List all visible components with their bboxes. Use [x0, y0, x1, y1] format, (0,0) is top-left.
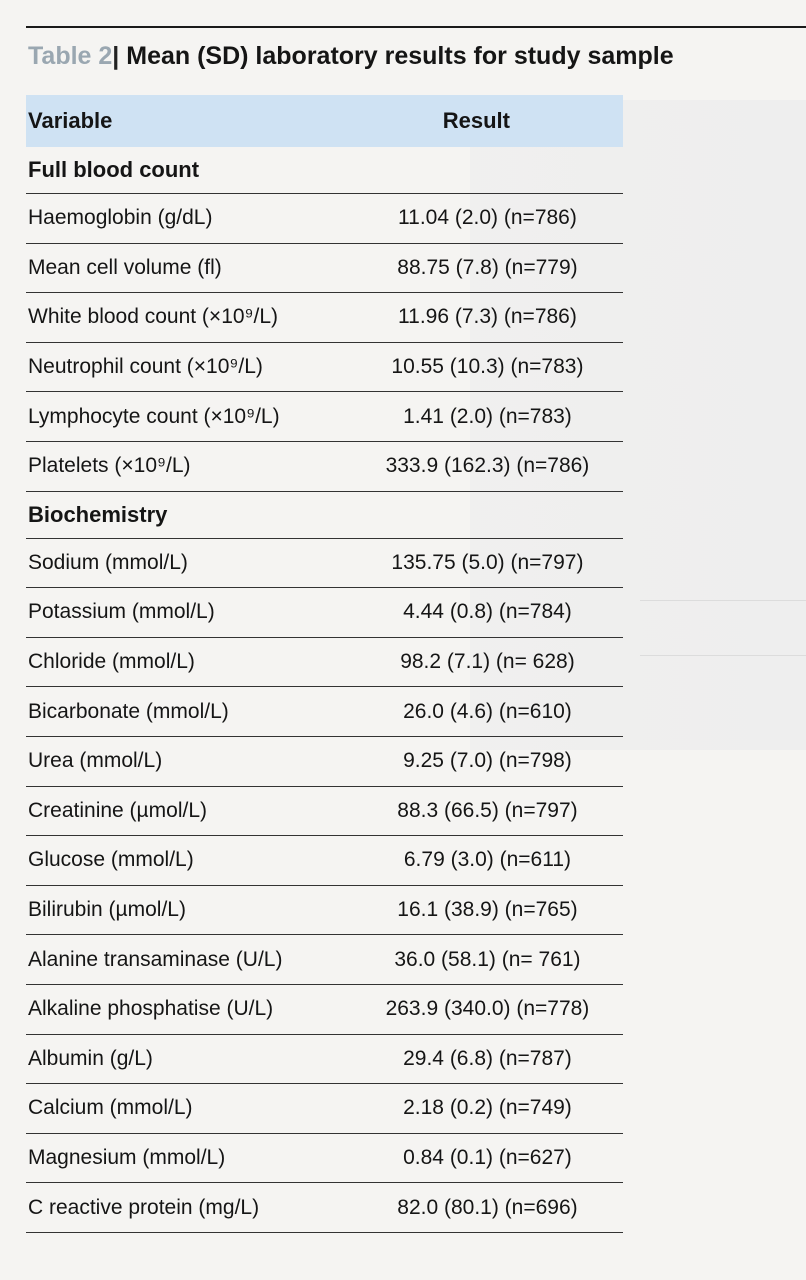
variable-cell: Creatinine (µmol/L): [28, 798, 207, 822]
result-cell: 36.0 (58.1) (n= 761): [394, 947, 581, 971]
table-row: [26, 1134, 623, 1184]
table-row: [26, 935, 623, 985]
variable-cell: Bicarbonate (mmol/L): [28, 699, 229, 723]
variable-cell: Alanine transaminase (U/L): [28, 947, 283, 971]
variable-cell: Lymphocyte count (×10⁹/L): [28, 404, 280, 428]
variable-cell: Bilirubin (µmol/L): [28, 898, 186, 922]
result-cell: 1.41 (2.0) (n=783): [403, 404, 572, 428]
column-header-result: Result: [442, 108, 510, 133]
variable-cell: Sodium (mmol/L): [28, 550, 188, 574]
title-separator: |: [112, 42, 120, 70]
result-cell: 2.18 (0.2) (n=749): [403, 1096, 572, 1120]
variable-cell: C reactive protein (mg/L): [28, 1195, 260, 1219]
table-row: [26, 836, 623, 886]
section-heading-biochemistry: Biochemistry: [26, 492, 623, 539]
table-row: [26, 985, 623, 1035]
variable-cell: Alkaline phosphatise (U/L): [28, 997, 274, 1021]
table-row: [26, 1035, 623, 1085]
table-row: [26, 392, 623, 442]
result-cell: 16.1 (38.9) (n=765): [397, 898, 578, 922]
table-header: [26, 95, 623, 147]
variable-cell: Glucose (mmol/L): [28, 848, 194, 872]
table-row: [26, 343, 623, 393]
result-cell: 135.75 (5.0) (n=797): [391, 550, 584, 574]
table-row: [26, 539, 623, 589]
result-cell: 88.75 (7.8) (n=779): [397, 255, 578, 279]
result-cell: 11.04 (2.0) (n=786): [398, 206, 577, 230]
top-rule: [26, 26, 806, 28]
table-row: [26, 244, 623, 294]
result-cell: 9.25 (7.0) (n=798): [403, 749, 572, 773]
table-row: [26, 687, 623, 737]
result-cell: 88.3 (66.5) (n=797): [397, 798, 578, 822]
variable-cell: Haemoglobin (g/dL): [28, 206, 213, 230]
table-row: [26, 737, 623, 787]
table-row: [26, 638, 623, 688]
variable-cell: Mean cell volume (fl): [28, 255, 222, 279]
table-row: [26, 293, 623, 343]
section-heading-full-blood-count: Full blood count: [26, 147, 623, 194]
table-row: [26, 1183, 623, 1233]
lab-results-table: [26, 95, 623, 1233]
result-cell: 11.96 (7.3) (n=786): [398, 305, 577, 329]
variable-cell: Magnesium (mmol/L): [28, 1145, 226, 1169]
table-row: [26, 787, 623, 837]
variable-cell: Calcium (mmol/L): [28, 1096, 193, 1120]
table-row: [26, 194, 623, 244]
table-row: [26, 588, 623, 638]
table-number: Table 2: [28, 42, 113, 70]
bleed-through-line: [640, 655, 806, 656]
result-cell: 82.0 (80.1) (n=696): [397, 1195, 578, 1219]
result-cell: 4.44 (0.8) (n=784): [403, 600, 572, 624]
table-row: [26, 886, 623, 936]
variable-cell: Chloride (mmol/L): [28, 650, 195, 674]
variable-cell: Neutrophil count (×10⁹/L): [28, 355, 263, 379]
result-cell: 26.0 (4.6) (n=610): [403, 699, 572, 723]
result-cell: 10.55 (10.3) (n=783): [391, 355, 584, 379]
table-row: [26, 442, 623, 492]
result-cell: 333.9 (162.3) (n=786): [385, 454, 590, 478]
result-cell: 29.4 (6.8) (n=787): [403, 1046, 572, 1070]
variable-cell: White blood count (×10⁹/L): [28, 305, 279, 329]
result-cell: 6.79 (3.0) (n=611): [403, 848, 572, 872]
table-row: [26, 1084, 623, 1134]
table-title: [28, 42, 798, 71]
table-caption: Mean (SD) laboratory results for study sample: [126, 42, 674, 70]
bleed-through-line: [640, 600, 806, 601]
result-cell: 0.84 (0.1) (n=627): [403, 1145, 572, 1169]
variable-cell: Platelets (×10⁹/L): [28, 454, 191, 478]
variable-cell: Albumin (g/L): [28, 1046, 153, 1070]
variable-cell: Urea (mmol/L): [28, 749, 163, 773]
result-cell: 263.9 (340.0) (n=778): [385, 997, 590, 1021]
result-cell: 98.2 (7.1) (n= 628): [400, 650, 575, 674]
column-header-variable: Variable: [28, 108, 113, 133]
variable-cell: Potassium (mmol/L): [28, 600, 215, 624]
